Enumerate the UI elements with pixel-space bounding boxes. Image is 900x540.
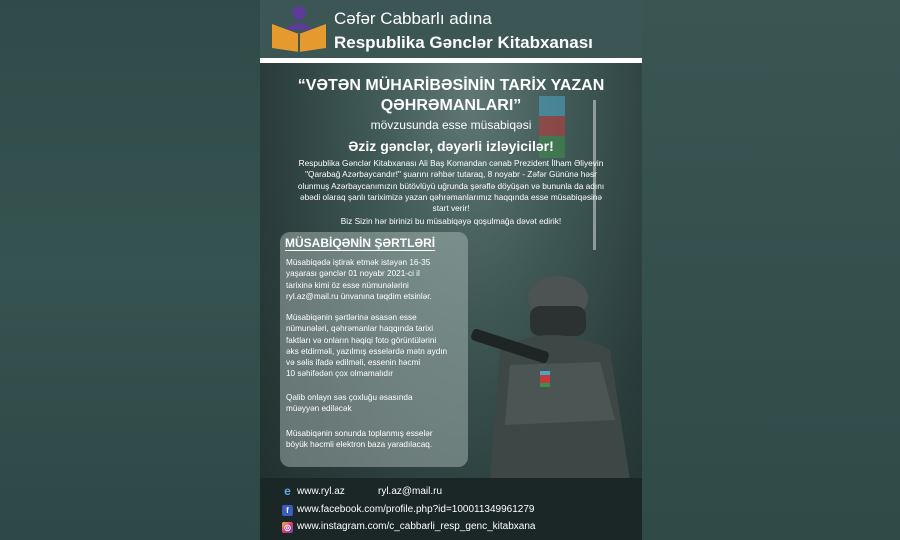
text-line: ryl.az@mail.ru ünvanına təqdim etsinlər. <box>286 291 432 301</box>
conditions-paragraph <box>286 392 466 415</box>
instagram-link[interactable]: www.instagram.com/c_cabbarli_resp_genc_kitabxana <box>297 521 536 532</box>
title-line1: “VƏTƏN MÜHARİBƏSİNİN TARİX YAZAN <box>297 77 605 94</box>
contact-row-web <box>282 486 345 497</box>
contact-row-email <box>378 486 442 497</box>
contact-row-facebook <box>282 504 535 516</box>
intro-line: Respublika Gənclər Kitabxanası Ali Baş Komandan cənab Prezident İlham Əliyevin <box>298 158 604 168</box>
text-line: əks etdirməli, yazılmış esselərdə mətn aydın <box>286 346 448 356</box>
left-background <box>0 0 260 540</box>
contact-row-instagram <box>282 521 535 533</box>
text-line: Qalib onlayn səs çoxluğu əsasında <box>286 393 413 402</box>
text-line: və səlis ifadə edilməli, essenin həcmi <box>286 358 421 368</box>
library-name-line1: Cəfər Cabbarlı adına <box>334 9 492 28</box>
text-line: Müsabiqənin şərtlərinə əsasən esse <box>286 313 417 322</box>
poster-header <box>260 0 642 62</box>
conditions-paragraph <box>286 257 466 302</box>
intro-text <box>282 158 620 214</box>
email-link[interactable]: ryl.az@mail.ru <box>378 486 443 497</box>
poster <box>260 0 642 540</box>
text-line: faktları və onların həqiqi foto görüntülərini <box>286 335 437 345</box>
facebook-icon: f <box>282 505 293 516</box>
greeting: Əziz gənclər, dəyərli izləyicilər! <box>348 138 554 154</box>
text-line: yaşarası gənclər 01 noyabr 2021-ci il <box>286 269 420 279</box>
conditions-panel <box>280 232 468 467</box>
website-link[interactable]: www.ryl.az <box>297 486 345 497</box>
invite-text: Biz Sizin hər birinizi bu müsabiqəyə qoşulmağa dəvət edirik! <box>340 216 562 226</box>
library-name-line2: Respublika Gənclər Kitabxanası <box>334 33 593 52</box>
conditions-paragraph <box>286 428 466 451</box>
title-line2: QƏHRƏMANLARI” <box>380 97 522 114</box>
text-line: nümunələri, qəhrəmanlar haqqında tarixi <box>286 324 434 334</box>
intro-line: olunmuş Azərbaycanımızın bütövlüyü uğrunda şərəflə döyüşən və bununla da adını <box>297 180 605 191</box>
poster-title <box>260 76 642 116</box>
right-background <box>642 0 900 540</box>
instagram-icon: ◎ <box>282 522 293 533</box>
soldier-illustration <box>450 270 642 480</box>
contacts-bar <box>260 478 642 540</box>
header-divider <box>260 58 642 63</box>
text-line: böyük həcmli elektron baza yaradılacaq. <box>286 440 433 450</box>
facebook-link[interactable]: www.facebook.com/profile.php?id=100011349961279 <box>297 504 535 515</box>
text-line: Müsabiqənin sonunda toplanmış esselər <box>286 429 433 438</box>
book-reader-logo <box>270 4 328 52</box>
conditions-paragraph <box>286 312 466 380</box>
text-line: müəyyən ediləcək <box>286 404 352 414</box>
poster-subtitle: mövzusunda esse müsabiqəsi <box>370 118 532 132</box>
conditions-heading: MÜSABİQƏNİN ŞƏRTLƏRİ <box>285 236 436 250</box>
intro-line: start verir! <box>432 203 470 214</box>
intro-line: "Qarabağ Azərbaycandır!" şuarını rəhbər tutaraq, 8 noyabr - Zəfər Gününə həsr <box>305 169 597 180</box>
text-line: 10 səhifədən çox olmamalıdır <box>286 369 393 379</box>
intro-line: əbədi olaraq şanlı tariximizə yazan qəhrəmanlarımız haqqında esse müsabiqəsinə <box>299 191 603 202</box>
text-line: Müsabiqədə iştirak etmək istəyən 16-35 <box>286 258 431 267</box>
text-line: tarixinə kimi öz esse nümunələrini <box>286 280 409 290</box>
internet-explorer-icon: e <box>284 484 291 498</box>
